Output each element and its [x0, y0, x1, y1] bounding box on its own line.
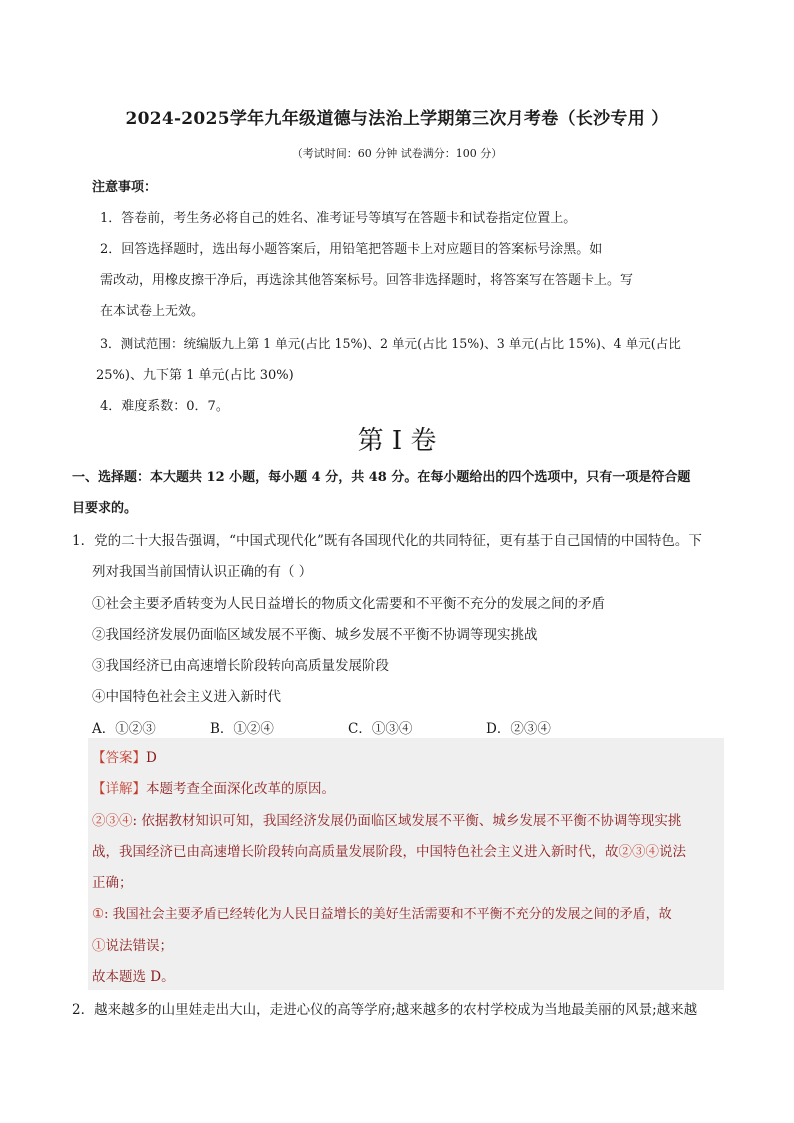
explanation-text: 说法 — [659, 844, 686, 860]
explanation-mark: ②③④ — [92, 813, 133, 829]
explanation-line — [92, 809, 681, 829]
question-1-item: ②我国经济发展仍面临区域发展不平衡、城乡发展不平衡不协调等现实挑战 — [92, 627, 538, 643]
detail-tag: 【详解】 — [92, 781, 146, 797]
exam-title: 2024-2025学年九年级道德与法治上学期第三次月考卷（长沙专用 ） — [125, 109, 669, 129]
note-line: 4．难度系数：0．7。 — [100, 399, 229, 414]
detail-line — [92, 777, 335, 797]
detail-text: 本题考查全面深化改革的原因。 — [146, 781, 335, 797]
note-line: 25%)、九下第 1 单元(占比 30%) — [96, 368, 294, 383]
question-1-stem-cont: 列对我国当前国情认识正确的有（ ） — [92, 564, 313, 580]
question-1-stem: 1．党的二十大报告强调，“中国式现代化”既有各国现代化的共同特征，更有基于自己国情的中国特色。下 — [72, 533, 702, 549]
conclusion-line: 故本题选 D。 — [92, 969, 175, 985]
option-d: D．②③④ — [486, 721, 551, 737]
explanation-line: 正确； — [92, 875, 133, 891]
explanation-text: 战，我国经济已由高速增长阶段转向高质量发展阶段，中国特色社会主义进入新时代，故 — [92, 844, 619, 860]
explanation-mark: ②③④ — [618, 844, 659, 860]
exam-subtitle: （考试时间：60 分钟 试卷满分：100 分） — [291, 147, 503, 160]
option-a: A．①②③ — [92, 721, 156, 737]
section-heading-cont: 目要求的。 — [72, 501, 138, 516]
explanation-text: : 我国社会主要矛盾已经转化为人民日益增长的美好生活需要和不平衡不充分的发展之间的矛盾，故 — [104, 907, 672, 922]
notes-heading: 注意事项： — [92, 180, 158, 195]
note-line: 需改动，用橡皮擦干净后，再选涂其他答案标号。回答非选择题时，将答案写在答题卡上。写 — [100, 273, 634, 288]
explanation-line — [92, 903, 672, 922]
note-line: 3．测试范围：统编版九上第 1 单元(占比 15%)、2 单元(占比 15%)、3 单元(占比 15%)、4 单元(占比 — [100, 336, 681, 351]
answer-value: D — [146, 750, 157, 766]
answer-line — [92, 746, 157, 766]
option-b: B．①②④ — [210, 721, 274, 737]
explanation-text: : 依据教材知识可知，我国经济发展仍面临区域发展不平衡、城乡发展不平衡不协调等现实挑 — [132, 813, 682, 829]
answer-tag: 【答案】 — [92, 750, 146, 766]
option-c: C．①③④ — [348, 721, 413, 737]
section-heading: 一、选择题：本大题共 12 小题，每小题 4 分，共 48 分。在每小题给出的四个选项中，只有一项是符合题 — [72, 470, 691, 485]
note-line: 在本试卷上无效。 — [100, 304, 205, 319]
volume-heading: 第 I 卷 — [357, 426, 437, 456]
note-line: 2．回答选择题时，选出每小题答案后，用铅笔把答题卡上对应题目的答案标号涂黑。如 — [100, 242, 603, 257]
explanation-line — [92, 840, 686, 860]
note-line: 1．答卷前，考生务必将自己的姓名、准考证号等填写在答题卡和试卷指定位置上。 — [100, 211, 577, 226]
explanation-line — [92, 934, 173, 954]
question-1-item: ①社会主要矛盾转变为人民日益增长的物质文化需要和不平衡不充分的发展之间的矛盾 — [92, 596, 605, 612]
explanation-mark: ① — [92, 938, 106, 954]
answer-panel — [88, 738, 724, 990]
explanation-text: 说法错误； — [105, 938, 173, 954]
question-1-item: ③我国经济已由高速增长阶段转向高质量发展阶段 — [92, 658, 389, 674]
question-2-stem: 2．越来越多的山里娃走出大山，走进心仪的高等学府;越来越多的农村学校成为当地最美丽的风景;越来越 — [72, 1002, 698, 1018]
explanation-mark: ① — [92, 906, 105, 922]
question-1-item: ④中国特色社会主义进入新时代 — [92, 689, 281, 705]
